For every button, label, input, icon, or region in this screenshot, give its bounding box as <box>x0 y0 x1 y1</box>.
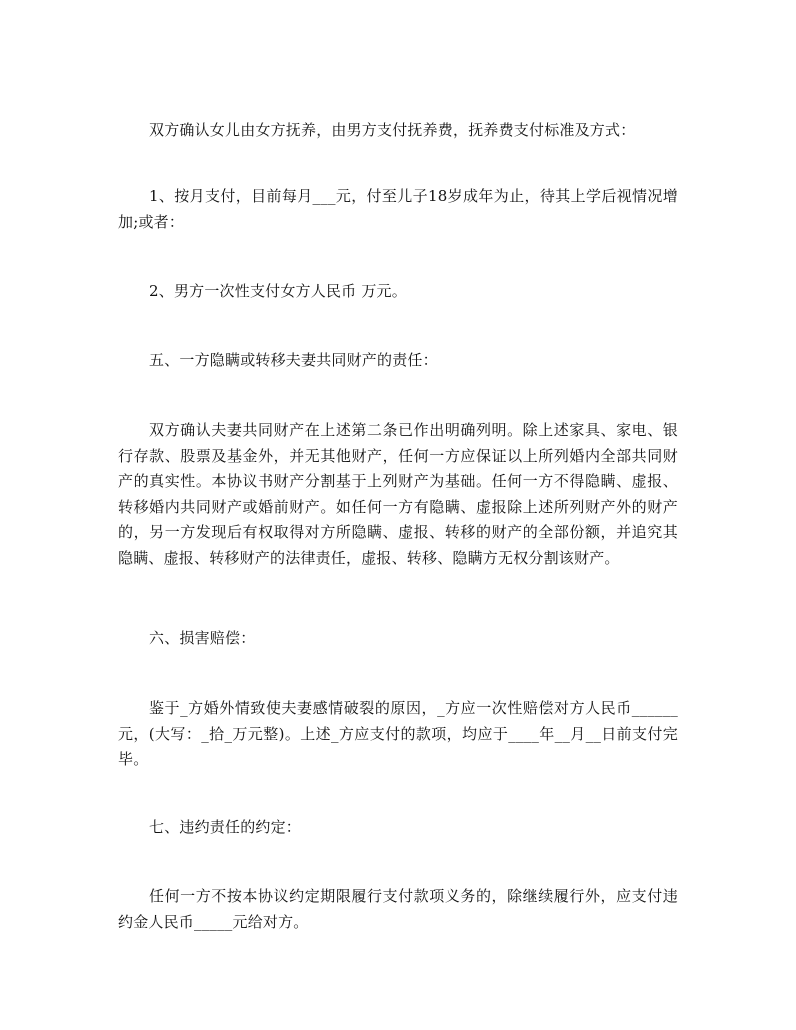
paragraph-child-custody: 双方确认女儿由女方抚养，由男方支付抚养费，抚养费支付标准及方式： <box>149 121 636 139</box>
paragraph-damages: 鉴于_方婚外情致使夫妻感情破裂的原因，_方应一次性赔偿对方人民币______元，(大写：_拾_万元整)。上述_方应支付的款项，均应于____年__月__日前支付完毕。 <box>118 699 678 768</box>
paragraph-breach-liability: 任何一方不按本协议约定期限履行支付款项义务的，除继续履行外，应支付违约金人民币_____元给对方。 <box>118 887 678 931</box>
section-heading-6: 六、损害赔偿： <box>149 629 256 647</box>
paragraph-property-concealment: 双方确认夫妻共同财产在上述第二条已作出明确列明。除上述家具、家电、银行存款、股票及基金外，并无其他财产，任何一方应保证以上所列婚内全部共同财产的真实性。本协议书财产分割基于上列财产为基础。任何一方不得隐瞒、虚报、转移婚内共同财产或婚前财产。如任何一方有隐瞒、虚报除上述所列财产外的财产的，另一方发现后有权取得对方所隐瞒、虚报、转移的财产的全部份额，并追究其隐瞒、虚报、转移财产的法律责任，虚报、转移、隐瞒方无权分割该财产。 <box>118 421 678 567</box>
paragraph-monthly-payment: 1、按月支付，目前每月___元，付至儿子18岁成年为止，待其上学后视情况增加;或者： <box>118 187 678 231</box>
paragraph-lump-sum-payment: 2、男方一次性支付女方人民币 万元。 <box>149 282 407 300</box>
section-heading-5: 五、一方隐瞒或转移夫妻共同财产的责任： <box>149 351 438 369</box>
section-heading-7: 七、违约责任的约定： <box>149 818 302 836</box>
